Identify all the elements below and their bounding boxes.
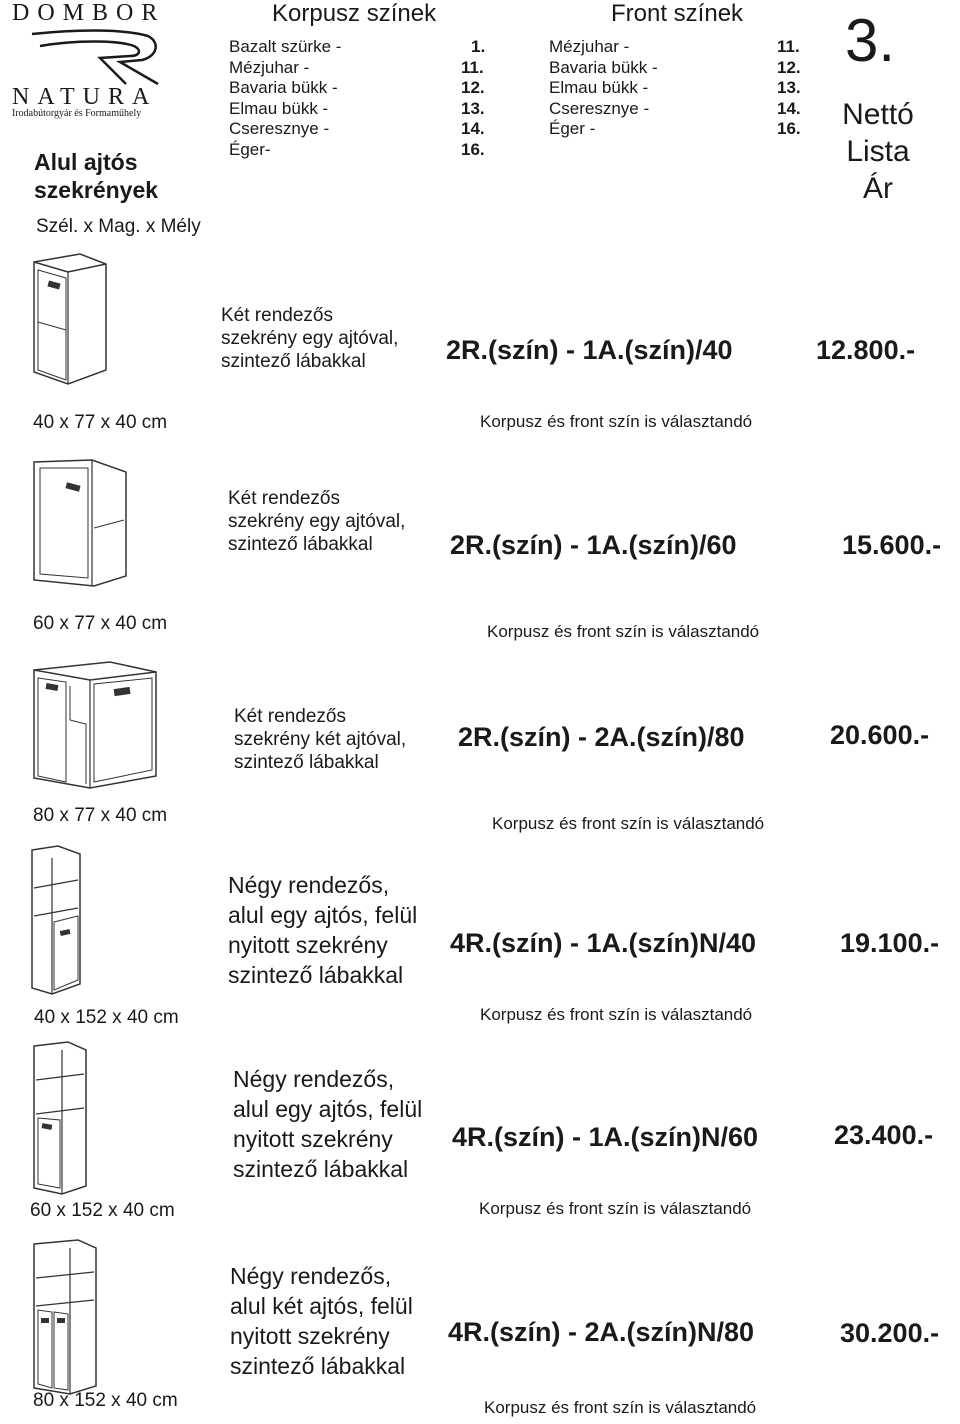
product-price: 30.200.- — [840, 1318, 940, 1348]
korpusz-color-row: Bavaria bükk - 12. — [229, 78, 485, 97]
product-desc: Két rendezős szekrény egy ajtóval, szintező lábakkal — [221, 305, 399, 372]
product-code: 2R.(szín) - 2A.(szín)/80 — [458, 722, 745, 752]
product-desc: Négy rendezős, alul egy ajtós, felül nyitott szekrény szintező lábakkal — [228, 872, 418, 988]
cabinet-60-tall-icon — [30, 1040, 90, 1196]
page-number: 3. — [844, 7, 896, 74]
korpusz-color-row: Bazalt szürke - 1. — [229, 37, 486, 56]
logo-bottom-text: NATURA — [12, 84, 158, 110]
product-price: 19.100.- — [840, 928, 940, 958]
product-note: Korpusz és front szín is választandó — [480, 1005, 753, 1024]
cabinet-80-tall-icon — [30, 1238, 100, 1398]
front-color-row: Mézjuhar - 11. — [549, 37, 800, 56]
product-price: 15.600.- — [842, 530, 942, 560]
product-code: 4R.(szín) - 1A.(szín)N/40 — [450, 928, 757, 958]
product-desc: Két rendezős szekrény két ajtóval, szintező lábakkal — [234, 706, 407, 773]
product-dims: 60 x 152 x 40 cm — [30, 1200, 175, 1221]
front-color-row: Elmau bükk - 13. — [549, 78, 801, 97]
cabinet-80-low-icon — [30, 660, 160, 790]
cabinet-40-low-icon — [30, 252, 110, 392]
korpusz-color-row: Cseresznye - 14. — [229, 119, 485, 138]
korpusz-header: Korpusz színek — [272, 0, 437, 27]
front-color-list — [549, 37, 809, 140]
front-color-row: Cseresznye - 14. — [549, 98, 801, 118]
product-dims: 80 x 77 x 40 cm — [33, 805, 168, 826]
product-code: 2R.(szín) - 1A.(szín)/40 — [446, 335, 733, 365]
korpusz-color-list — [229, 37, 489, 160]
logo-subtitle: Irodabútorgyár és Formaműhely — [12, 108, 142, 119]
product-price: 23.400.- — [834, 1120, 934, 1150]
product-note: Korpusz és front szín is választandó — [479, 1199, 752, 1218]
price-label: Nettó Lista Ár — [842, 98, 914, 205]
dims-label: Szél. x Mag. x Mély — [36, 216, 201, 237]
korpusz-color-row: Éger- 16. — [229, 139, 485, 159]
product-code: 4R.(szín) - 1A.(szín)N/60 — [452, 1122, 759, 1152]
product-note: Korpusz és front szín is választandó — [480, 412, 753, 431]
cabinet-40-tall-icon — [28, 844, 84, 996]
front-color-row: Éger - 16. — [549, 119, 801, 138]
product-dims: 40 x 77 x 40 cm — [33, 412, 168, 433]
korpusz-color-row: Elmau bükk - 13. — [229, 98, 485, 118]
korpusz-color-row: Mézjuhar - 11. — [229, 57, 484, 77]
product-dims: 40 x 152 x 40 cm — [34, 1007, 179, 1028]
cabinet-60-low-icon — [30, 458, 130, 588]
product-price: 12.800.- — [816, 335, 916, 365]
product-note: Korpusz és front szín is választandó — [492, 814, 765, 833]
logo-top-text: DOMBOR — [12, 0, 166, 26]
front-header: Front színek — [611, 0, 744, 27]
product-code: 2R.(szín) - 1A.(szín)/60 — [450, 530, 737, 560]
product-desc: Két rendezős szekrény egy ajtóval, szintező lábakkal — [228, 488, 406, 555]
product-desc: Négy rendezős, alul egy ajtós, felül nyitott szekrény szintező lábakkal — [233, 1066, 423, 1182]
product-dims: 80 x 152 x 40 cm — [33, 1390, 178, 1411]
product-code: 4R.(szín) - 2A.(szín)N/80 — [448, 1317, 755, 1347]
product-note: Korpusz és front szín is választandó — [487, 622, 760, 641]
product-note: Korpusz és front szín is választandó — [484, 1398, 757, 1417]
product-desc: Négy rendezős, alul két ajtós, felül nyitott szekrény szintező lábakkal — [230, 1263, 413, 1379]
category-title: Alul ajtós szekrények — [34, 149, 159, 203]
product-dims: 60 x 77 x 40 cm — [33, 613, 168, 634]
logo-mark-icon — [30, 28, 160, 86]
front-color-row: Bavaria bükk - 12. — [549, 57, 801, 77]
product-price: 20.600.- — [830, 720, 930, 750]
